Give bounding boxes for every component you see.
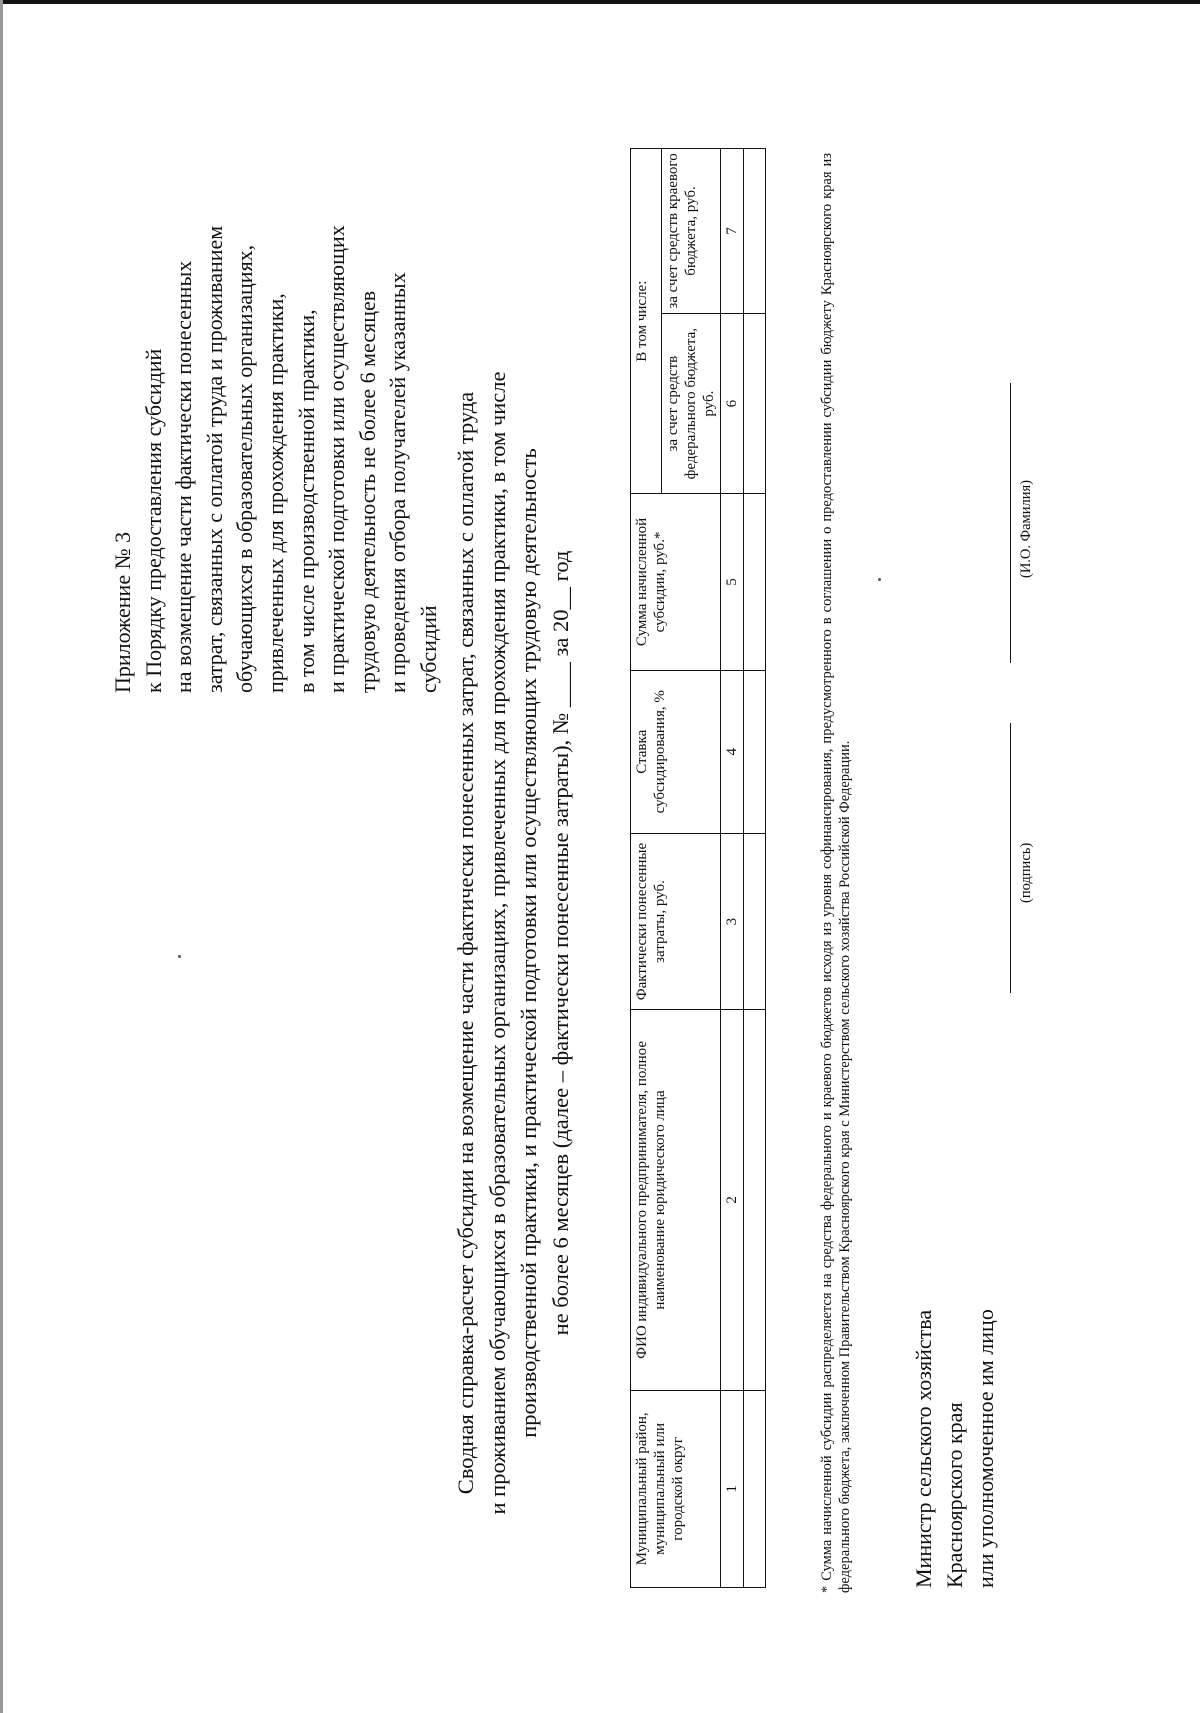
header-recipient: ФИО индивидуального предпринимателя, полное наименование юридического лица	[631, 1010, 721, 1391]
appendix-line: на возмещение части фактически понесенных	[171, 260, 197, 693]
column-number: 4	[721, 670, 744, 833]
column-number: 7	[721, 149, 744, 314]
appendix-header	[108, 13, 445, 693]
scan-speck	[878, 578, 881, 581]
empty-cell	[744, 1390, 766, 1587]
appendix-line: затрат, связанных с оплатой труда и проживанием	[201, 225, 227, 693]
footnote: * Сумма начисленной субсидии распределяется на средства федерального и краевого бюджетов исходя из уровня софинансирования, предусмотренного в соглашении о предоставлении субсидии бюджету Красноярского края из федерального бюджета, заключенном Правительством Красноярского края с Министерством сельского хозяйства Российской Федерации.	[819, 153, 853, 1593]
signature-caption: (подпись)	[1018, 842, 1034, 903]
scan-speck	[178, 955, 181, 958]
empty-cell	[744, 1010, 766, 1391]
header-regional-budget: за счет средств краевого бюджета, руб.	[662, 149, 721, 314]
empty-cell	[744, 149, 766, 314]
calculation-table	[630, 148, 766, 1588]
appendix-line: привлеченных для прохождения практики,	[262, 293, 288, 693]
column-number: 5	[721, 494, 744, 670]
signer-line: или уполномоченное им лицо	[973, 1309, 998, 1588]
signer-line: Красноярского края	[942, 1402, 967, 1588]
header-district: Муниципальный район, муниципальный или городской округ	[631, 1390, 721, 1587]
title-line: и проживанием обучающихся в образовательных организациях, привлеченных для прохождения практики, в том числе	[484, 371, 510, 1515]
column-number: 2	[721, 1010, 744, 1391]
signer-line: Министр сельского хозяйства	[911, 1309, 936, 1588]
appendix-line: обучающихся в образовательных организациях,	[232, 244, 258, 693]
appendix-line: к Порядку предоставления субсидий	[140, 348, 166, 693]
appendix-line: трудовую деятельность не более 6 месяцев	[354, 290, 380, 693]
title-line: не более 6 месяцев (далее – фактически понесенные затраты), № ____ за 20__ год	[547, 550, 573, 1336]
header-federal-budget: за счет средств федерального бюджета, руб.	[662, 313, 721, 493]
column-number: 1	[721, 1390, 744, 1587]
signer-block	[908, 1309, 1001, 1588]
header-actual-costs: Фактически понесенные затраты, руб.	[631, 833, 721, 1009]
document-title	[450, 278, 576, 1608]
column-number: 6	[721, 313, 744, 493]
appendix-line: и практической подготовки или осуществляющих	[324, 225, 350, 693]
appendix-line: в том числе производственной практики,	[293, 309, 319, 693]
header-subsidy-amount: Сумма начисленной субсидии, руб.*	[631, 494, 721, 670]
title-line: производственной практики, и практической подготовки или осуществляющих трудовую деятельность	[516, 448, 541, 1438]
empty-cell	[744, 833, 766, 1009]
empty-cell	[744, 313, 766, 493]
empty-cell	[744, 494, 766, 670]
name-line	[1010, 383, 1011, 663]
header-including: В том числе:	[631, 149, 662, 494]
empty-cell	[744, 670, 766, 833]
title-line: Сводная справка-расчет субсидии на возмещение части фактически понесенных затрат, связанных с оплатой труда	[453, 391, 478, 1495]
name-caption: (И.О. Фамилия)	[1018, 480, 1034, 578]
column-number: 3	[721, 833, 744, 1009]
appendix-line: Приложение № 3	[110, 531, 135, 693]
header-subsidy-rate: Ставка субсидирования, %	[631, 670, 721, 833]
signature-line	[1010, 723, 1011, 993]
appendix-line: субсидий	[415, 605, 441, 693]
appendix-line: и проведения отбора получателей указанных	[385, 272, 411, 693]
